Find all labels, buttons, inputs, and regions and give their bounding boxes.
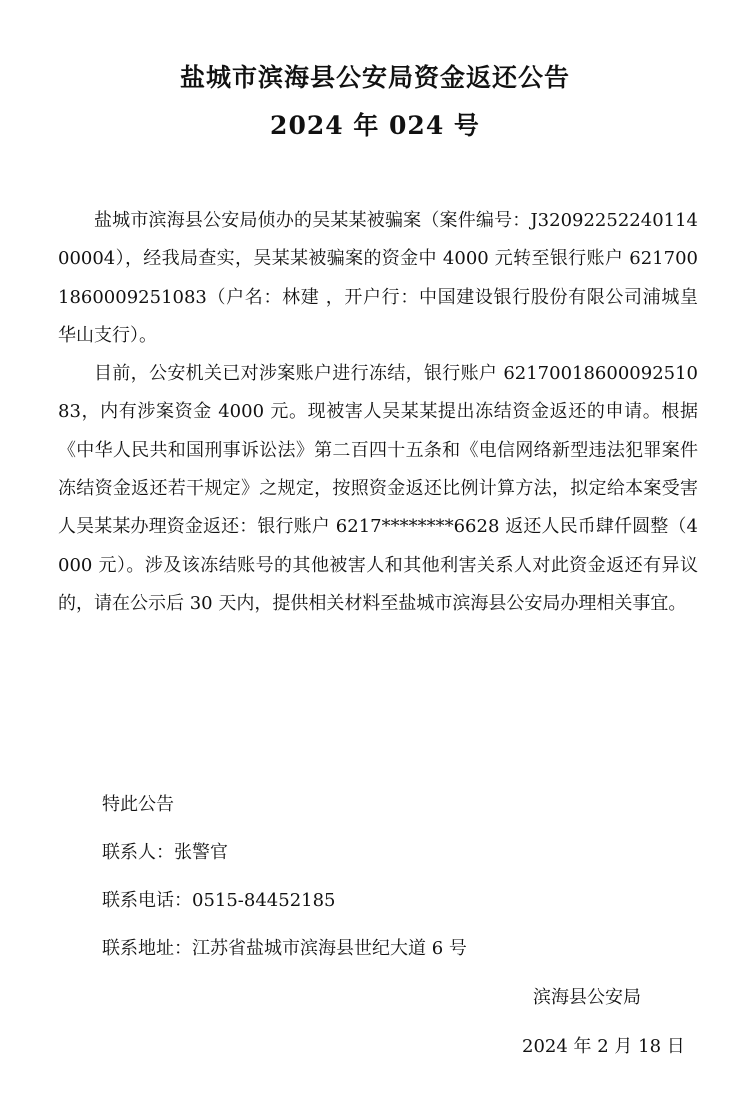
notice-body <box>58 202 698 623</box>
contact-person: 联系人：张警官 <box>102 842 228 863</box>
notice-title: 盐城市滨海县公安局资金返还公告 <box>179 63 570 92</box>
issuer-name: 滨海县公安局 <box>533 987 641 1008</box>
paragraph-case-details: 盐城市滨海县公安局侦办的吴某某被骗案（案件编号：J3209225224011400004），经我局查实，吴某某被骗案的资金中 4000 元转至银行账户 6217001860009251083（户名：林建 ，开户行：中国建设银行股份有限公司浦城皇华山支行）。 <box>58 210 698 346</box>
paragraph-refund-details: 目前，公安机关已对涉案账户进行冻结，银行账户 6217001860009251083，内有涉案资金 4000 元。现被害人吴某某提出冻结资金返还的申请。根据《中华人民共和国刑事诉讼法》第二百四十五条和《电信网络新型违法犯罪案件冻结资金返还若干规定》之规定，按照资金返还比例计算方法，拟定给本案受害人吴某某办理资金返还：银行账户 6217********6628 返还人民币肆仟圆整（4000 元）。涉及该冻结账号的其他被害人和其他利害关系人对此资金返还有异议的，请在公示后 30 天内，提供相关材料至盐城市滨海县公安局办理相关事宜。 <box>58 363 698 614</box>
issue-date: 2024 年 2 月 18 日 <box>522 1036 685 1057</box>
notice-number: 2024 年 024 号 <box>270 111 480 140</box>
contact-phone: 联系电话：0515-84452185 <box>102 890 336 911</box>
contact-address: 联系地址：江苏省盐城市滨海县世纪大道 6 号 <box>102 938 467 959</box>
special-notice-text: 特此公告 <box>102 794 174 815</box>
